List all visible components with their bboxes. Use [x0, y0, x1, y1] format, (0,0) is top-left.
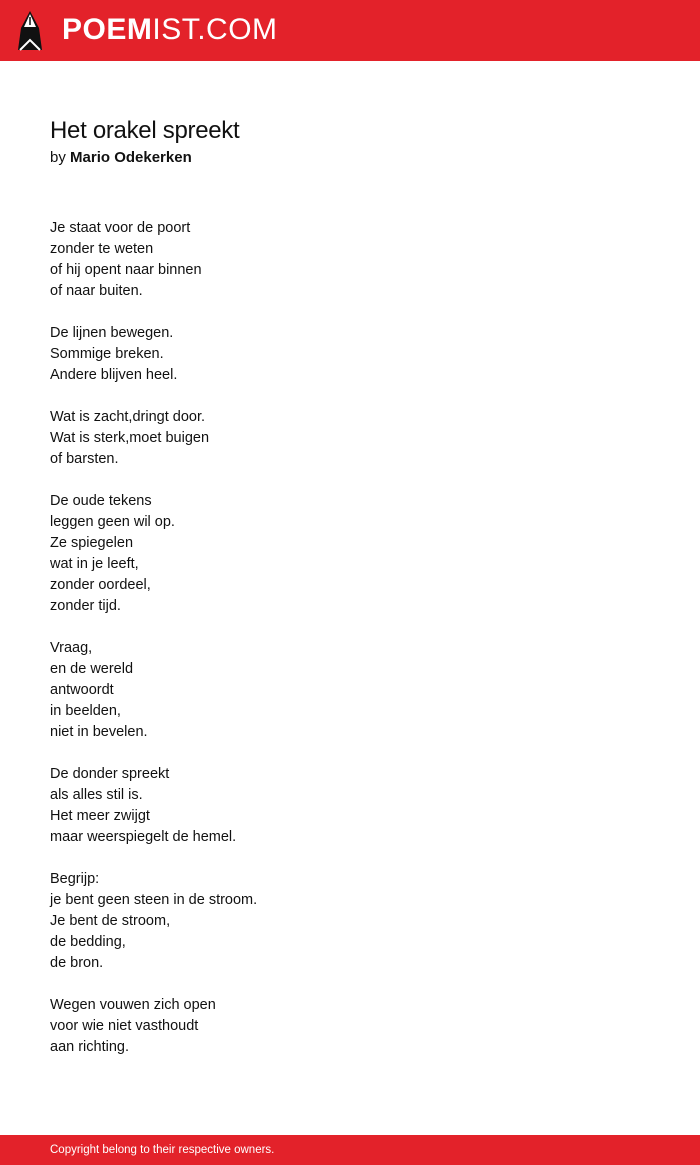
poem-line: antwoordt [50, 682, 114, 698]
poem-stanza [50, 218, 650, 302]
poem-body [50, 218, 650, 1058]
site-footer [0, 1135, 700, 1165]
poem-line: of hij opent naar binnen [50, 262, 202, 278]
byline [50, 148, 650, 168]
poem-stanza [50, 995, 650, 1058]
site-header [0, 0, 700, 61]
poem-line: de bedding, [50, 934, 126, 950]
poem-line: Sommige breken. [50, 346, 164, 362]
poem-line: Begrijp: [50, 871, 100, 887]
poem-line: De donder spreekt [50, 766, 170, 782]
poem-line: Ze spiegelen [50, 535, 134, 551]
poem-line: Je staat voor de poort [50, 220, 191, 236]
poem-stanza [50, 323, 650, 386]
poem-line: Je bent de stroom, [50, 913, 171, 929]
poem-line: of barsten. [50, 451, 119, 467]
poem-line: maar weerspiegelt de hemel. [50, 829, 237, 845]
poem-line: de bron. [50, 955, 104, 971]
poem-line: aan richting. [50, 1039, 129, 1055]
logo-light-text: IST.COM [152, 13, 278, 46]
poem-line: je bent geen steen in de stroom. [50, 892, 258, 908]
poem-content [50, 116, 650, 1079]
poem-line: Andere blijven heel. [50, 367, 178, 383]
poem-line: voor wie niet vasthoudt [50, 1018, 199, 1034]
poem-line: Wat is zacht,dringt door. [50, 409, 206, 425]
poem-stanza [50, 869, 650, 974]
poem-line: De lijnen bewegen. [50, 325, 174, 341]
poem-line: en de wereld [50, 661, 134, 677]
poem-line: zonder te weten [50, 241, 154, 257]
author-name: Mario Odekerken [70, 149, 192, 166]
poem-line: als alles stil is. [50, 787, 143, 803]
poem-line: zonder oordeel, [50, 577, 151, 593]
by-label: by [50, 149, 66, 166]
copyright-text: Copyright belong to their respective owners. [50, 1144, 275, 1156]
poem-stanza [50, 491, 650, 617]
poem-line: Wat is sterk,moet buigen [50, 430, 210, 446]
poem-line: Vraag, [50, 640, 93, 656]
poem-line: in beelden, [50, 703, 121, 719]
poem-line: Wegen vouwen zich open [50, 997, 216, 1013]
poem-line: Het meer zwijgt [50, 808, 150, 824]
poem-stanza [50, 638, 650, 743]
poem-line: De oude tekens [50, 493, 152, 509]
pen-nib-icon[interactable] [17, 10, 43, 52]
poem-stanza [50, 764, 650, 848]
poem-line: of naar buiten. [50, 283, 143, 299]
poem-line: niet in bevelen. [50, 724, 148, 740]
logo-bold-text: POEM [62, 13, 153, 46]
poem-line: zonder tijd. [50, 598, 121, 614]
poem-line: leggen geen wil op. [50, 514, 175, 530]
poem-line: wat in je leeft, [50, 556, 139, 572]
site-logo[interactable] [62, 12, 278, 48]
poem-title: Het orakel spreekt [50, 117, 240, 144]
poem-stanza [50, 407, 650, 470]
